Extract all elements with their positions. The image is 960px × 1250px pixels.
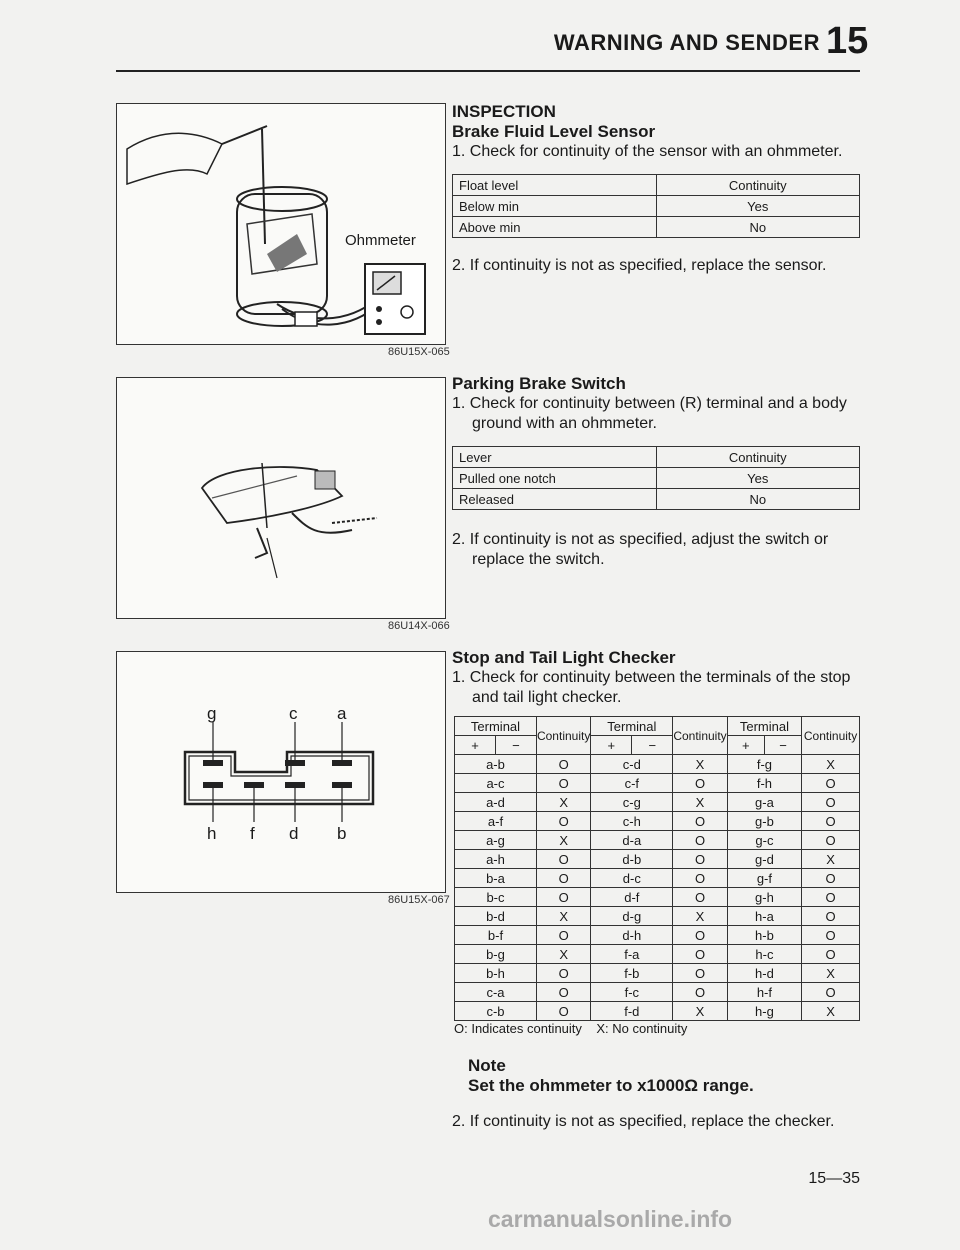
continuity-header: Continuity	[536, 717, 590, 755]
table-cell: O	[802, 945, 860, 964]
figure-connector	[116, 651, 446, 893]
table-row	[455, 926, 860, 945]
section-stop-tail	[452, 648, 862, 708]
section-title-brake-fluid: Brake Fluid Level Sensor	[452, 122, 656, 141]
terminal-a-label: a	[337, 704, 347, 723]
table-cell: O	[536, 983, 590, 1002]
table-cell: b-g	[455, 945, 537, 964]
table-cell: g-d	[727, 850, 801, 869]
terminal-header: Terminal	[727, 717, 801, 736]
table-cell: f-d	[591, 1002, 673, 1021]
terminal-f-label: f	[250, 824, 255, 843]
table-row	[455, 945, 860, 964]
brake-fluid-illustration	[117, 104, 445, 344]
table-cell: a-d	[455, 793, 537, 812]
figure-code: 86U15X-065	[388, 346, 450, 358]
brake-fluid-table	[452, 174, 860, 238]
page-number: 15—35	[808, 1170, 860, 1187]
note-title: Note	[468, 1056, 506, 1075]
ohmmeter-label: Ohmmeter	[345, 232, 416, 249]
table-cell: O	[802, 907, 860, 926]
table-header: Continuity	[656, 175, 860, 196]
section-brake-fluid	[452, 102, 862, 276]
table-cell: g-b	[727, 812, 801, 831]
table-cell: h-f	[727, 983, 801, 1002]
figure-brake-fluid-sensor	[116, 103, 446, 345]
section-title-inspection: INSPECTION	[452, 102, 556, 121]
watermark: carmanualsonline.info	[488, 1206, 733, 1232]
figure-code: 86U15X-067	[388, 894, 450, 906]
table-cell: O	[802, 869, 860, 888]
table-header: Float level	[453, 175, 657, 196]
table-cell: d-g	[591, 907, 673, 926]
table-cell: a-g	[455, 831, 537, 850]
brake-fluid-step-2: 2. If continuity is not as specified, replace the sensor.	[452, 257, 827, 274]
table-cell: No	[656, 489, 860, 510]
table-cell: O	[802, 983, 860, 1002]
table-header: Lever	[453, 447, 657, 468]
table-cell: O	[673, 869, 727, 888]
table-cell: h-b	[727, 926, 801, 945]
table-cell: a-c	[455, 774, 537, 793]
table-cell: X	[536, 945, 590, 964]
table-cell: O	[673, 831, 727, 850]
table-cell: O	[673, 964, 727, 983]
minus-header: −	[495, 736, 536, 755]
continuity-header: Continuity	[673, 717, 727, 755]
table-cell: d-f	[591, 888, 673, 907]
figure-code: 86U14X-066	[388, 620, 450, 632]
table-row	[455, 1002, 860, 1021]
table-cell: O	[536, 850, 590, 869]
table-cell: d-h	[591, 926, 673, 945]
table-cell: O	[673, 945, 727, 964]
table-row	[455, 812, 860, 831]
table-cell: Pulled one notch	[453, 468, 657, 489]
table-cell: c-d	[591, 755, 673, 774]
table-cell: g-h	[727, 888, 801, 907]
table-cell: O	[802, 774, 860, 793]
table-cell: h-d	[727, 964, 801, 983]
table-cell: b-c	[455, 888, 537, 907]
table-cell: c-g	[591, 793, 673, 812]
table-cell: X	[536, 907, 590, 926]
table-cell: X	[802, 964, 860, 983]
parking-brake-table	[452, 446, 860, 510]
table-cell: X	[673, 907, 727, 926]
terminal-d-label: d	[289, 824, 299, 843]
table-cell: f-h	[727, 774, 801, 793]
table-cell: O	[536, 812, 590, 831]
stop-tail-continuity-table	[454, 716, 860, 1021]
table-cell: O	[673, 983, 727, 1002]
table-cell: g-a	[727, 793, 801, 812]
table-cell: O	[536, 1002, 590, 1021]
table-row	[455, 774, 860, 793]
table-cell: Yes	[656, 196, 860, 217]
table-cell: X	[802, 755, 860, 774]
table-cell: h-c	[727, 945, 801, 964]
table-cell: c-h	[591, 812, 673, 831]
table-row	[455, 755, 860, 774]
brake-fluid-step-1: 1. Check for continuity of the sensor with an ohmmeter.	[452, 143, 843, 160]
table-cell: X	[673, 755, 727, 774]
table-cell: O	[536, 869, 590, 888]
table-cell: a-h	[455, 850, 537, 869]
table-cell: O	[673, 850, 727, 869]
table-cell: O	[673, 774, 727, 793]
plus-header: +	[591, 736, 632, 755]
table-cell: b-h	[455, 964, 537, 983]
table-cell: No	[656, 217, 860, 238]
table-cell: O	[536, 755, 590, 774]
table-cell: g-f	[727, 869, 801, 888]
figure-parking-brake	[116, 377, 446, 619]
continuity-legend: O: Indicates continuity X: No continuity	[454, 1021, 688, 1036]
table-cell: O	[673, 888, 727, 907]
table-cell: O	[673, 812, 727, 831]
table-cell: X	[802, 850, 860, 869]
table-cell: a-f	[455, 812, 537, 831]
terminal-header: Terminal	[591, 717, 673, 736]
table-cell: c-b	[455, 1002, 537, 1021]
table-cell: f-c	[591, 983, 673, 1002]
terminal-b-label: b	[337, 824, 347, 843]
table-cell: c-f	[591, 774, 673, 793]
section-title-parking-brake: Parking Brake Switch	[452, 374, 626, 393]
table-row	[455, 850, 860, 869]
table-cell: c-a	[455, 983, 537, 1002]
table-cell: X	[536, 831, 590, 850]
table-cell: a-b	[455, 755, 537, 774]
terminal-header: Terminal	[455, 717, 537, 736]
table-cell: h-g	[727, 1002, 801, 1021]
table-cell: O	[802, 793, 860, 812]
table-row	[455, 983, 860, 1002]
note-text: Set the ohmmeter to x1000Ω range.	[468, 1076, 754, 1095]
table-cell: b-f	[455, 926, 537, 945]
table-cell: f-b	[591, 964, 673, 983]
table-cell: d-a	[591, 831, 673, 850]
stop-tail-step-1: 1. Check for continuity between the terminals of the stop and tail light checker.	[452, 669, 851, 706]
table-cell: O	[802, 812, 860, 831]
table-cell: f-g	[727, 755, 801, 774]
table-cell: X	[536, 793, 590, 812]
parking-brake-step-1: 1. Check for continuity between (R) terminal and a body ground with an ohmmeter.	[452, 395, 847, 432]
minus-header: −	[632, 736, 673, 755]
table-cell: g-c	[727, 831, 801, 850]
terminal-c-label: c	[289, 704, 298, 723]
parking-brake-illustration	[117, 378, 445, 618]
chapter-number: 15	[826, 20, 869, 62]
header-rule	[116, 70, 860, 72]
table-cell: b-a	[455, 869, 537, 888]
note-block	[468, 1056, 754, 1096]
section-title-stop-tail: Stop and Tail Light Checker	[452, 648, 676, 667]
header-title: WARNING AND SENDER	[553, 30, 820, 55]
terminal-g-label: g	[207, 704, 217, 723]
table-cell: X	[673, 793, 727, 812]
table-cell: O	[673, 926, 727, 945]
continuity-header: Continuity	[802, 717, 860, 755]
table-row	[455, 888, 860, 907]
table-cell: d-b	[591, 850, 673, 869]
terminal-h-label: h	[207, 824, 217, 843]
table-cell: O	[536, 964, 590, 983]
table-row	[455, 907, 860, 926]
table-cell: Yes	[656, 468, 860, 489]
minus-header: −	[764, 736, 801, 755]
table-cell: X	[673, 1002, 727, 1021]
table-cell: b-d	[455, 907, 537, 926]
table-row	[455, 793, 860, 812]
table-cell: h-a	[727, 907, 801, 926]
connector-diagram	[117, 652, 445, 892]
table-cell: Released	[453, 489, 657, 510]
plus-header: +	[727, 736, 764, 755]
table-cell: O	[802, 888, 860, 907]
table-cell: f-a	[591, 945, 673, 964]
table-header: Continuity	[656, 447, 860, 468]
table-row	[455, 869, 860, 888]
table-cell: d-c	[591, 869, 673, 888]
table-row	[455, 831, 860, 850]
section-parking-brake	[452, 374, 862, 570]
table-cell: O	[802, 926, 860, 945]
table-cell: Above min	[453, 217, 657, 238]
table-row	[455, 964, 860, 983]
table-cell: Below min	[453, 196, 657, 217]
stop-tail-step-2: 2. If continuity is not as specified, replace the checker.	[452, 1113, 835, 1130]
table-cell: O	[536, 774, 590, 793]
table-cell: X	[802, 1002, 860, 1021]
plus-header: +	[455, 736, 496, 755]
parking-brake-step-2: 2. If continuity is not as specified, adjust the switch or replace the switch.	[452, 531, 829, 568]
table-cell: O	[536, 888, 590, 907]
table-cell: O	[536, 926, 590, 945]
table-cell: O	[802, 831, 860, 850]
